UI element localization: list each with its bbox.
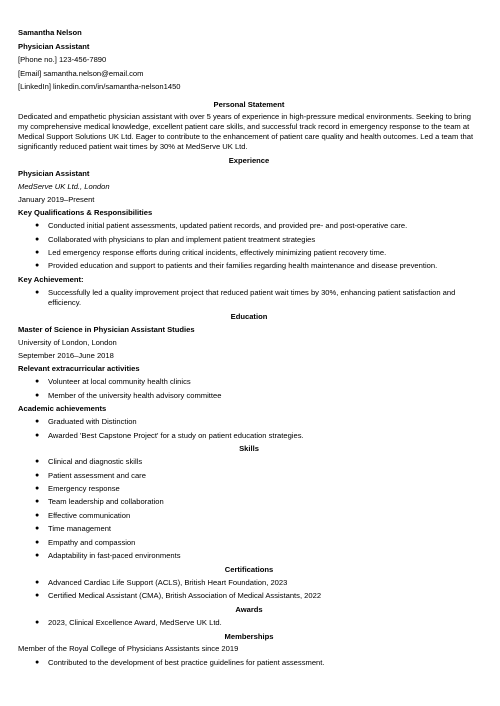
list-item	[18, 591, 480, 601]
list-item	[18, 391, 480, 401]
school-name: University of London, London	[18, 337, 117, 347]
list-item-text: Empathy and compassion	[48, 537, 136, 547]
personal-statement-section	[18, 100, 480, 152]
qualifications-list	[18, 221, 480, 271]
bullet-icon: ●	[35, 525, 40, 533]
skills-heading: Skills	[239, 444, 259, 454]
education-heading: Education	[230, 311, 268, 321]
list-item-text: Clinical and diagnostic skills	[48, 457, 143, 467]
qualifications-heading: Key Qualifications & Responsibilities	[18, 208, 153, 218]
bullet-icon: ●	[35, 618, 40, 626]
bullet-icon: ●	[35, 378, 40, 386]
linkedin-url: [LinkedIn] linkedin.com/in/samantha-nelson1450	[18, 82, 181, 91]
awards-heading: Awards	[235, 604, 263, 614]
list-item	[18, 417, 480, 427]
list-item-text: Conducted initial patient assessments, updated patient records, and provided pre- and post-operative care.	[48, 221, 408, 231]
list-item-text: 2023, Clinical Excellence Award, MedServe UK Ltd.	[48, 617, 222, 627]
list-item	[18, 484, 480, 494]
activities-heading: Relevant extracurricular activities	[18, 364, 140, 374]
phone-number: [Phone no.] 123-456-7890	[18, 55, 107, 64]
academic-achievements-list	[18, 417, 480, 440]
list-item	[18, 457, 480, 467]
list-item-text: Collaborated with physicians to plan and implement patient treatment strategies	[48, 234, 316, 244]
list-item-text: Emergency response	[48, 484, 120, 494]
skills-list	[18, 457, 480, 560]
list-item	[18, 538, 480, 548]
key-achievement-list	[18, 288, 480, 308]
job-dates: January 2019–Present	[18, 195, 95, 205]
bullet-icon: ●	[35, 222, 40, 230]
list-item	[18, 618, 480, 628]
candidate-title: Physician Assistant	[18, 41, 90, 51]
list-item	[18, 221, 480, 231]
list-item-text: Time management	[48, 524, 112, 534]
membership-intro: Member of the Royal College of Physicians Assistants since 2019	[18, 644, 239, 654]
list-item-text: Adaptability in fast-paced environments	[48, 550, 181, 560]
list-item	[18, 261, 480, 271]
email-address: [Email] samantha.nelson@email.com	[18, 68, 144, 78]
bullet-icon: ●	[35, 458, 40, 466]
awards-list	[18, 618, 480, 628]
bullet-icon: ●	[35, 262, 40, 270]
list-item	[18, 235, 480, 245]
bullet-icon: ●	[35, 235, 40, 243]
list-item-text: Successfully led a quality improvement project that reduced patient wait times by 30%, enhancing patient satisfaction and efficiency.	[48, 288, 456, 307]
key-achievement-heading: Key Achievement:	[18, 274, 84, 284]
skills-section	[18, 444, 480, 560]
experience-section	[18, 156, 480, 308]
personal-statement-text: Dedicated and empathetic physician assistant with over 5 years of experience in high-pressure medical environments. Seeking to bring my comprehensive medical knowledge, excellent patient care skills, and successful track record in emergency response to the team at Medical Support Solutions UK Ltd. Eager to contribute to the enhancement of patient care quality and health outcomes. Led a team that significantly reduced patient wait times by 30% at MedServe UK Ltd.	[18, 112, 474, 151]
degree-name: Master of Science in Physician Assistant Studies	[18, 324, 195, 334]
bullet-icon: ●	[35, 591, 40, 599]
bullet-icon: ●	[35, 431, 40, 439]
bullet-icon: ●	[35, 511, 40, 519]
education-dates: September 2016–June 2018	[18, 350, 114, 360]
list-item	[18, 551, 480, 561]
list-item	[18, 511, 480, 521]
list-item	[18, 578, 480, 588]
bullet-icon: ●	[35, 418, 40, 426]
academic-achievements-heading: Academic achievements	[18, 404, 107, 414]
list-item	[18, 524, 480, 534]
list-item-text: Member of the university health advisory committee	[48, 390, 222, 400]
list-item	[18, 431, 480, 441]
bullet-icon: ●	[35, 578, 40, 586]
list-item-text: Led emergency response efforts during critical incidents, effectively minimizing patient recovery time.	[48, 248, 387, 258]
list-item-text: Contributed to the development of best practice guidelines for patient assessment.	[48, 657, 325, 667]
memberships-section	[18, 632, 480, 668]
list-item-text: Volunteer at local community health clinics	[48, 377, 191, 387]
memberships-list	[18, 658, 480, 668]
job-role: Physician Assistant	[18, 168, 90, 178]
activities-list	[18, 377, 480, 400]
bullet-icon: ●	[35, 538, 40, 546]
list-item-text: Patient assessment and care	[48, 470, 146, 480]
list-item-text: Team leadership and collaboration	[48, 497, 164, 507]
bullet-icon: ●	[35, 471, 40, 479]
bullet-icon: ●	[35, 551, 40, 559]
certifications-list	[18, 578, 480, 601]
education-section	[18, 312, 480, 441]
resume-header	[18, 28, 480, 96]
list-item	[18, 248, 480, 258]
certifications-heading: Certifications	[224, 564, 274, 574]
job-company: MedServe UK Ltd., London	[18, 181, 110, 191]
bullet-icon: ●	[35, 289, 40, 297]
bullet-icon: ●	[35, 658, 40, 666]
bullet-icon: ●	[35, 249, 40, 257]
list-item-text: Provided education and support to patients and their families regarding health maintenance and disease prevention.	[48, 261, 438, 271]
awards-section	[18, 605, 480, 628]
list-item-text: Awarded 'Best Capstone Project' for a study on patient education strategies.	[48, 430, 304, 440]
list-item	[18, 377, 480, 387]
candidate-name: Samantha Nelson	[18, 28, 82, 37]
bullet-icon: ●	[35, 485, 40, 493]
bullet-icon: ●	[35, 498, 40, 506]
list-item	[18, 658, 480, 668]
experience-heading: Experience	[228, 155, 270, 165]
personal-statement-heading: Personal Statement	[213, 99, 285, 109]
list-item	[18, 471, 480, 481]
list-item	[18, 288, 480, 308]
memberships-heading: Memberships	[224, 631, 274, 641]
list-item-text: Effective communication	[48, 510, 131, 520]
list-item-text: Advanced Cardiac Life Support (ACLS), British Heart Foundation, 2023	[48, 577, 288, 587]
list-item-text: Graduated with Distinction	[48, 417, 137, 427]
certifications-section	[18, 565, 480, 601]
bullet-icon: ●	[35, 391, 40, 399]
list-item	[18, 497, 480, 507]
list-item-text: Certified Medical Assistant (CMA), British Association of Medical Assistants, 2022	[48, 590, 322, 600]
